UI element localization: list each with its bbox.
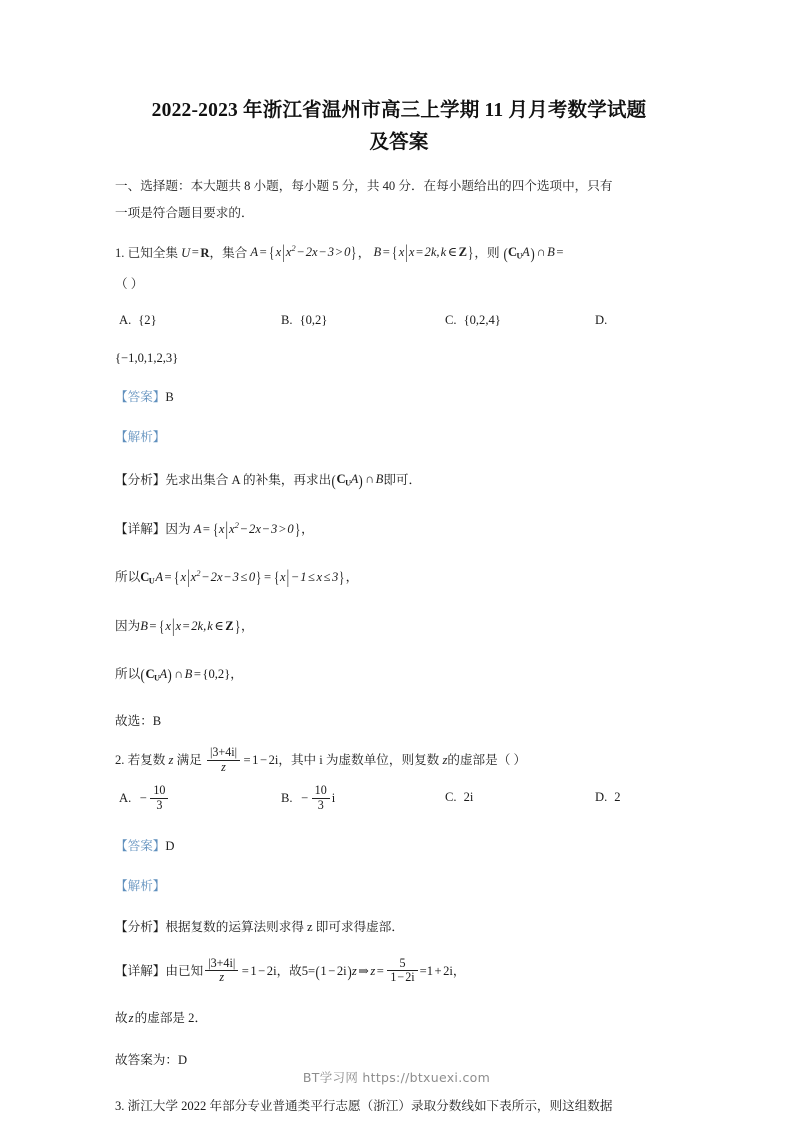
math-modulus-equation-2: $\frac{|3+4i|}{z}$ = 1 − 2i <box>203 964 276 978</box>
question-2-conclusion: 故答案为：D <box>115 1053 188 1068</box>
title-line-2: 及答案 <box>369 131 429 153</box>
question-2-analysis <box>115 913 683 942</box>
detail-mid-2: ，故 <box>276 963 302 978</box>
question-2-detail-1: 【详解】由已知 $\frac{|3+4i|}{z}$ = 1 − 2i，故5=(1 − 2i)z ⇒ z = $\frac{5}{1 - 2i}$ =1 + 2i， <box>115 955 466 985</box>
option-2-a-value: − $\frac{10}{3}$ <box>138 791 170 805</box>
option-2-c[interactable] <box>445 784 473 810</box>
option-1-d-label: D. <box>595 312 608 327</box>
title-line-1: 2022-2023 年浙江省温州市高三上学期 11 月月考数学试题 <box>151 100 647 121</box>
explain-marker: 【解析】 <box>115 429 166 444</box>
question-1-detail-4: 所以$(C_UA)$ ∩ B = {0,2}， <box>115 666 243 684</box>
math-complement-intersect-2: $(C_UA)$ ∩ B <box>331 472 384 490</box>
math-z-3: z <box>128 1011 134 1026</box>
question-2-text-a: 若复数 <box>127 753 166 768</box>
explain-marker-2: 【解析】 <box>115 879 166 894</box>
page-title <box>115 95 683 158</box>
question-2-text-d: 的虚部是（ ） <box>447 753 527 768</box>
detail-so-1: 所以 <box>115 570 141 585</box>
answer-value-2: D <box>165 839 175 854</box>
option-1-b-value: {0,2} <box>299 312 328 327</box>
imag-prefix: 故 <box>115 1011 128 1026</box>
question-2-options <box>115 784 683 814</box>
math-set-b-2: B = {x|x = 2k, k ∈ Z} <box>140 614 240 636</box>
question-1-blank-paren: （ ） <box>115 276 144 291</box>
option-2-c-value: 2i <box>463 790 474 805</box>
question-1-text-a: 已知全集 <box>127 245 178 260</box>
option-2-b-value: − $\frac{10}{3}$ i <box>301 783 336 812</box>
question-2-text-c: ，其中 i 为虚数单位，则复数 <box>278 753 440 768</box>
question-3-text: 浙江大学 2022 年部分专业普通类平行志愿（浙江）录取分数线如下表所示，则这组数据 <box>127 1099 613 1114</box>
math-set-a: $A = \{x|x^2 - 2x - 3 > 0\}$ <box>250 241 357 263</box>
section-heading-line-2: 一项是符合题目要求的． <box>115 206 254 221</box>
option-2-a[interactable] <box>119 784 170 812</box>
question-3-stem <box>115 1092 683 1121</box>
math-complement-intersect: $(C_UA)$ ∩ B = <box>503 245 564 263</box>
option-1-c[interactable] <box>445 307 501 333</box>
option-1-a-value: {2} <box>138 312 157 327</box>
answer-value: B <box>165 389 174 404</box>
math-set-b: B = {x|x = 2k, k ∈ Z} <box>373 241 474 263</box>
question-1-stem <box>115 237 683 272</box>
section-heading-line-1: 一、选择题：本大题共 8 小题，每小题 5 分，共 40 分．在每小题给出的四个选项中，只有 <box>115 179 613 194</box>
option-1-c-value: {0,2,4} <box>463 312 501 327</box>
math-universal-set: U = R <box>181 245 210 260</box>
question-1-text-b: ，集合 <box>209 245 248 260</box>
detail-lead: 因为 <box>165 521 191 536</box>
question-1-options <box>115 307 683 331</box>
math-complement-a-set: $C_U$ $A = \{x|x^2 - 2x - 3 \le 0\} = \{x| - 1 \le x \le 3\}$ <box>140 566 345 588</box>
option-1-a-label: A. <box>119 312 132 327</box>
question-3-number: 3. <box>115 1099 125 1114</box>
question-1-explain-marker <box>115 425 683 451</box>
math-set-a-2: $A = \{x|x^2 - 2x - 3 > 0\}$ <box>193 518 301 540</box>
question-2-number: 2. <box>115 753 125 768</box>
detail-because-b: 因为 <box>115 618 141 633</box>
option-1-d[interactable] <box>595 307 614 333</box>
math-z-2: z <box>442 753 448 768</box>
question-2-detail-2 <box>115 1004 683 1033</box>
math-z-solution: 5=(1 − 2i)z ⇒ z = $\frac{5}{1 - 2i}$ =1 + 2i <box>301 955 453 985</box>
detail-tag-2: 【详解】 <box>115 963 166 978</box>
question-1-answer <box>115 385 683 411</box>
detail-so-2: 所以 <box>115 666 141 681</box>
analysis-tag: 【分析】 <box>115 472 166 487</box>
option-2-d-label: D. <box>595 790 608 805</box>
question-2-answer <box>115 834 683 860</box>
option-2-b-label: B. <box>281 791 293 806</box>
question-1-number: 1. <box>115 245 125 260</box>
question-1-text-c: ， <box>357 245 371 260</box>
analysis-text-q2: 根据复数的运算法则求得 z 即可求得虚部． <box>165 920 404 934</box>
detail-tag: 【详解】 <box>115 521 166 536</box>
question-2-explain-marker <box>115 874 683 900</box>
math-result-set: $(C_UA)$ ∩ B = {0,2} <box>140 666 231 684</box>
question-1-detail-2: 所以$C_U$ $A = \{x|x^2 - 2x - 3 \le 0\} = \{x| - 1 \le x \le 3\}$， <box>115 566 359 588</box>
analysis-text-2: 即可． <box>383 472 422 487</box>
question-1-conclusion: 故选：B <box>115 714 162 729</box>
question-1-text-d: ，则 <box>474 245 500 260</box>
math-z-1: z <box>168 753 174 768</box>
option-2-b[interactable] <box>281 784 335 812</box>
answer-marker: 【答案】 <box>115 389 166 404</box>
analysis-tag-2: 【分析】 <box>115 920 166 934</box>
footer-watermark: BT学习网 https://btxuexi.com <box>302 1070 491 1085</box>
imag-line: 的虚部是 2． <box>134 1011 208 1026</box>
document-content <box>115 95 683 1121</box>
question-1-detail-1: 【详解】因为 $A = \{x|x^2 - 2x - 3 > 0\}$， <box>115 518 314 540</box>
question-1-detail-3: 因为B = {x|x = 2k, k ∈ Z}， <box>115 614 254 636</box>
question-2-stem <box>115 746 683 774</box>
option-2-d-value: 2 <box>614 790 621 805</box>
detail-lead-2: 由已知 <box>165 963 204 978</box>
option-1-b[interactable] <box>281 307 327 333</box>
question-1-analysis <box>115 464 683 500</box>
option-1-c-label: C. <box>445 312 457 327</box>
answer-marker-2: 【答案】 <box>115 839 166 854</box>
math-modulus-equation: $\frac{|3+4i|}{z}$ = 1 − 2i <box>205 753 278 767</box>
option-1-a[interactable] <box>119 307 157 333</box>
analysis-text-1: 先求出集合 A 的补集，再求出 <box>165 472 332 487</box>
option-2-c-label: C. <box>445 790 457 805</box>
question-2-text-b: 满足 <box>176 753 202 768</box>
option-2-a-label: A. <box>119 791 132 806</box>
option-1-d-value: {−1,0,1,2,3} <box>115 350 179 365</box>
option-1-b-label: B. <box>281 312 293 327</box>
option-2-d[interactable] <box>595 784 621 810</box>
